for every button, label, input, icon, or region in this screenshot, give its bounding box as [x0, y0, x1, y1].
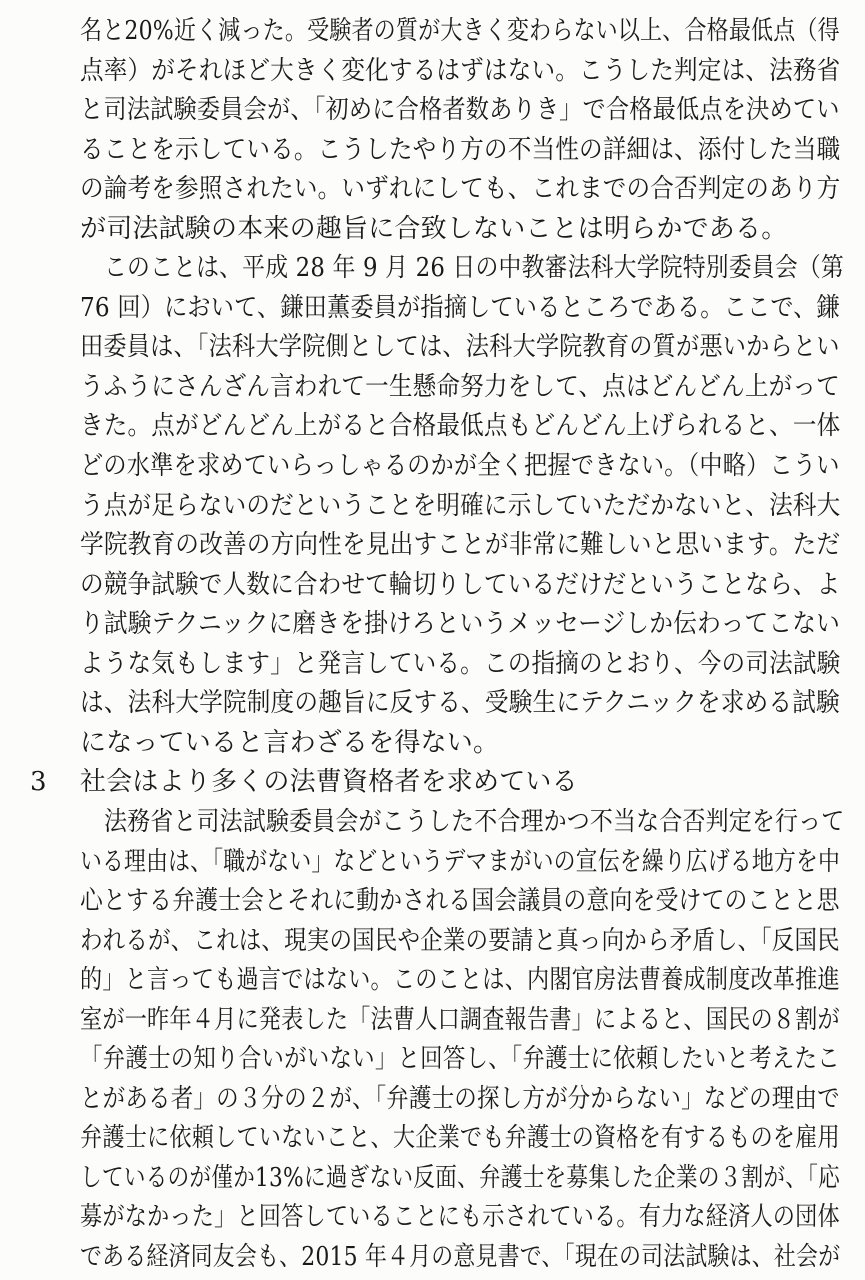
paragraph3-line-12: である経済同友会も、2015 年４月の意見書で、「現在の司法試験は、社会が	[80, 1242, 841, 1272]
paragraph3-line-2: いる理由は、「職がない」などというデマまがいの宣伝を繰り広げる地方を中	[80, 847, 841, 877]
paragraph2-line-10: り試験テクニックに磨きを掛けろというメッセージしか伝わってこない	[80, 609, 841, 639]
section-title: 社会はより多くの法曹資格者を求めている	[80, 767, 578, 797]
paragraph2-line-7: う点が足らないのだということを明確に示していただかないと、法科大	[80, 491, 841, 521]
paragraph3-line-11: 募がなかった」と回答していることにも示されている。有力な経済人の団体	[80, 1202, 840, 1232]
paragraph1-line-3: と司法試験委員会が、「初めに合格者数ありき」で合格最低点を決めてい	[80, 95, 840, 125]
paragraph1-line-6: が司法試験の本来の趣旨に合致しないことは明らかである。	[80, 214, 788, 244]
paragraph2-line-9: の競争試験で人数に合わせて輪切りしているだけだということなら、よ	[80, 570, 841, 600]
paragraph2-line-5: きた。点がどんどん上がると合格最低点もどんどん上げられると、一体	[80, 411, 841, 441]
paragraph2-line-2: 76 回）において、鎌田薫委員が指摘しているところである。ここで、鎌	[80, 293, 840, 323]
paragraph2-line-8: 学院教育の改善の方向性を見出すことが非常に難しいと思います。ただ	[80, 530, 841, 560]
paragraph1-line-5: の論考を参照されたい。いずれにしても、これまでの合否判定のあり方	[80, 174, 841, 204]
paragraph2-line-6: どの水準を求めていらっしゃるのかが全く把握できない。（中略）こうい	[80, 451, 840, 481]
section-heading	[30, 765, 578, 799]
paragraph3-line-6: 室が一昨年４月に発表した「法曹人口調査報告書」によると、国民の８割が	[80, 1005, 840, 1035]
paragraph2-line-11: ような気もします」と発言している。この指摘のとおり、今の司法試験	[80, 649, 841, 679]
paragraph3-line-7: 「弁護士の知り合いがいない」と回答し、「弁護士に依頼したいと考えたこ	[80, 1044, 840, 1074]
paragraph3-line-9: 弁護士に依頼していないこと、大企業でも弁護士の資格を有するものを雇用	[80, 1123, 840, 1153]
paragraph2-line-12: は、法科大学院制度の趣旨に反する、受験生にテクニックを求める試験	[80, 688, 840, 718]
paragraph3-line-1: 法務省と司法試験委員会がこうした不合理かつ不当な合否判定を行って	[104, 807, 845, 837]
paragraph2-line-13: になっていると言わざるを得ない。	[80, 728, 500, 758]
paragraph3-line-4: われるが、これは、現実の国民や企業の要請と真っ向から矛盾し、「反国民	[80, 926, 840, 956]
paragraph2-line-1: このことは、平成 28 年 9 月 26 日の中教審法科大学院特別委員会（第	[104, 253, 844, 283]
paragraph2-line-3: 田委員は、「法科大学院側としては、法科大学院教育の質が悪いからとい	[80, 332, 840, 362]
paragraph1-line-2: 点率）がそれほど大きく変化するはずはない。こうした判定は、法務省	[80, 56, 841, 86]
paragraph3-line-10: しているのが僅か13%に過ぎない反面、弁護士を募集した企業の３割が、「応	[80, 1163, 841, 1193]
paragraph1-line-1: 名と20%近く減った。受験者の質が大きく変わらない以上、合格最低点（得	[80, 16, 840, 46]
paragraph2-line-4: うふうにさんざん言われて一生懸命努力をして、点はどんどん上がって	[80, 372, 840, 402]
paragraph3-line-3: 心とする弁護士会とそれに動かされる国会議員の意向を受けてのことと思	[80, 886, 840, 916]
paragraph3-line-8: とがある者」の３分の２が、「弁護士の探し方が分からない」などの理由で	[80, 1084, 840, 1114]
paragraph3-line-5: 的」と言っても過言ではない。このことは、内閣官房法曹養成制度改革推進	[80, 965, 840, 995]
paragraph1-line-4: ることを示している。こうしたやり方の不当性の詳細は、添付した当職	[80, 135, 841, 165]
section-number: 3	[30, 767, 47, 797]
